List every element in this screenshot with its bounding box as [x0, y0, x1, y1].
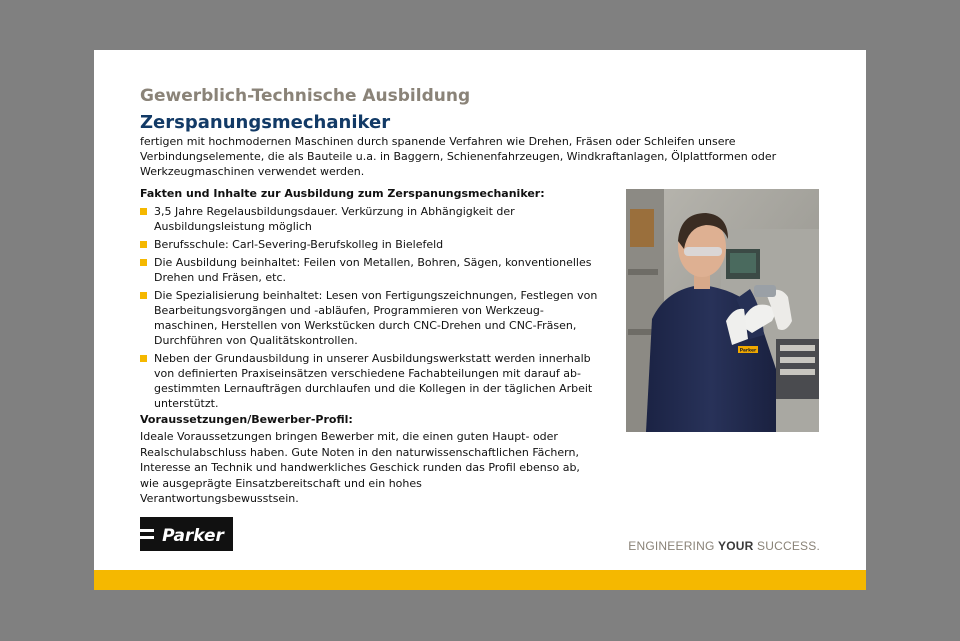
list-item — [140, 255, 605, 285]
category-heading: Gewerblich-Technische Ausbildung — [140, 86, 471, 106]
bullet-square-icon — [140, 355, 147, 362]
tagline-part-1: ENGINEERING — [628, 539, 719, 553]
requirements-text: Ideale Voraussetzungen bringen Bewerber mit, die einen guten Haupt- oder Realschulabschluss haben. Gute Noten in den naturwissenschaftlichen Fächern, Interesse an Technik und handwerkliches Geschick runden das Profil ebenso ab, wie ausgeprägte Einsatzbereitschaft und ein hohes Verantwortungsbewusstsein. — [140, 430, 580, 505]
list-item-text: Neben der Grundausbildung in unserer Ausbildungswerkstatt werden innerhalb von definierten Praxiseinsätzen verschiedene Fachabteilungen mit darauf ab-gestimmten Lernaufträgen durchlaufen und die Kollegen in der täglichen Arbeit unterstützt. — [154, 352, 593, 410]
list-item-text: Berufsschule: Carl-Severing-Berufskolleg in Bielefeld — [154, 238, 444, 251]
list-item — [140, 204, 605, 234]
tagline-part-3: SUCCESS. — [753, 539, 820, 553]
intro-text: fertigen mit hochmodernen Maschinen durch spanende Verfahren wie Drehen, Fräsen oder Schleifen unsere Verbindungselemente, die als Bauteile u.a. in Baggern, Schienenfahrzeugen, Windkraftanlagen, Ölplattformen oder Werkzeugmaschinen verwendet werden. — [140, 135, 777, 178]
accent-bar — [94, 570, 866, 590]
bullet-square-icon — [140, 292, 147, 299]
list-item-text: 3,5 Jahre Regelausbildungsdauer. Verkürzung in Abhängigkeit der Ausbildungsleistung möglich — [154, 205, 515, 233]
requirements-heading: Voraussetzungen/Bewerber-Profil: — [140, 413, 353, 426]
list-item — [140, 237, 605, 252]
bullet-square-icon — [140, 208, 147, 215]
tagline-part-2: YOUR — [718, 539, 754, 553]
slide — [94, 50, 866, 590]
trainee-photo — [626, 189, 819, 432]
bullet-square-icon — [140, 241, 147, 248]
shirt-badge-text: Parker — [739, 348, 757, 354]
facts-heading: Fakten und Inhalte zur Ausbildung zum Zerspanungsmechaniker: — [140, 187, 545, 200]
page-title: Zerspanungsmechaniker — [140, 112, 391, 133]
parker-logo-text: Parker — [162, 526, 224, 546]
list-item-text: Die Ausbildung beinhaltet: Feilen von Metallen, Bohren, Sägen, konventionelles Drehen und Fräsen, etc. — [154, 256, 592, 284]
list-item — [140, 288, 605, 348]
list-item — [140, 351, 605, 411]
bullet-square-icon — [140, 259, 147, 266]
tagline — [628, 539, 820, 553]
list-item-text: Die Spezialisierung beinhaltet: Lesen von Fertigungszeichnungen, Festlegen von Bearbeitungsvorgängen und -abläufen, Programmieren von Werkzeug-maschinen, Herstellen von Werkstücken durch CNC-Drehen und CNC-Fräsen, Durchführen von Qualitätskontrollen. — [154, 289, 598, 347]
parker-logo — [140, 517, 233, 551]
facts-list — [140, 204, 605, 414]
